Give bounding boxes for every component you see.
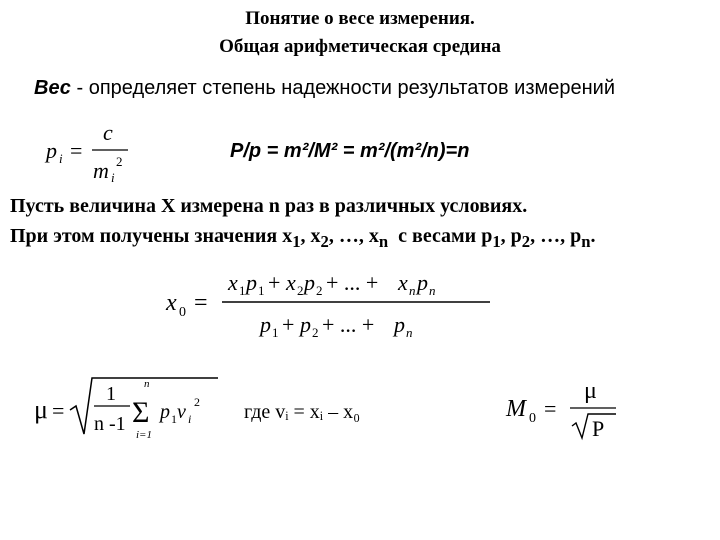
svg-text:x: x bbox=[286, 270, 296, 295]
statement-line-2: При этом получены значения $x_1$, $x_2$, …, $x_n$ с весами $p_1$, $p_2$, …, $p_n$. bbox=[10, 225, 596, 251]
statement-line-2-prefix: При этом получены значения x bbox=[10, 225, 293, 247]
svg-text:1: 1 bbox=[272, 325, 279, 340]
svg-text:Σ: Σ bbox=[132, 396, 150, 429]
svg-text:m: m bbox=[93, 158, 109, 183]
svg-text:p: p bbox=[304, 270, 315, 295]
svg-text:2: 2 bbox=[312, 325, 319, 340]
svg-text:1: 1 bbox=[258, 283, 265, 298]
svg-text:+ ... +: + ... + bbox=[326, 270, 379, 295]
svg-text:p: p bbox=[300, 312, 311, 337]
svg-text:n: n bbox=[409, 283, 416, 298]
svg-text:+: + bbox=[282, 312, 295, 337]
svg-text:2: 2 bbox=[297, 283, 304, 298]
svg-text:x: x bbox=[398, 270, 408, 295]
svg-text:x: x bbox=[166, 290, 177, 316]
mean-error-formula bbox=[500, 376, 630, 444]
svg-text:2: 2 bbox=[316, 283, 323, 298]
weight-definition bbox=[34, 77, 615, 100]
svg-text:p: p bbox=[160, 401, 170, 423]
svg-text:μ: μ bbox=[584, 378, 597, 404]
svg-text:+: + bbox=[268, 270, 281, 295]
svg-text:p: p bbox=[46, 138, 57, 163]
svg-text:c: c bbox=[103, 120, 113, 145]
svg-text:P: P bbox=[592, 416, 605, 441]
svg-text:2: 2 bbox=[116, 154, 123, 169]
svg-text:n: n bbox=[406, 325, 413, 340]
svg-text:0: 0 bbox=[529, 411, 536, 426]
svg-text:0: 0 bbox=[179, 305, 186, 320]
svg-text:n: n bbox=[429, 283, 436, 298]
weight-formula bbox=[40, 118, 150, 186]
svg-text:=: = bbox=[52, 398, 65, 423]
unit-weight-error-formula bbox=[30, 372, 230, 444]
svg-text:+ ... +: + ... + bbox=[322, 312, 375, 337]
svg-text:v: v bbox=[177, 401, 186, 423]
svg-text:=: = bbox=[544, 396, 557, 421]
svg-text:1: 1 bbox=[171, 412, 177, 426]
svg-text:1: 1 bbox=[106, 383, 116, 405]
svg-text:i: i bbox=[111, 170, 115, 185]
svg-text:1: 1 bbox=[239, 283, 246, 298]
svg-text:p: p bbox=[246, 270, 257, 295]
svg-text:=: = bbox=[70, 138, 83, 163]
statement-line-1: Пусть величина X измерена n раз в различных условиях. bbox=[10, 195, 528, 217]
svg-text:=: = bbox=[194, 290, 208, 316]
svg-text:μ: μ bbox=[34, 395, 48, 424]
slide-title-line-2: Общая арифметическая средина bbox=[219, 36, 501, 57]
svg-text:p: p bbox=[394, 312, 405, 337]
svg-text:p: p bbox=[260, 312, 271, 337]
definition-text: - определяет степень надежности результатов измерений bbox=[70, 77, 616, 99]
svg-text:x: x bbox=[228, 270, 238, 295]
svg-text:2: 2 bbox=[194, 395, 200, 409]
weight-ratio-relation: P/p = m²/M² = m²/(m²/n)=n bbox=[230, 140, 470, 162]
svg-text:M: M bbox=[506, 396, 526, 422]
svg-text:i: i bbox=[188, 412, 192, 426]
weighted-mean-formula bbox=[160, 260, 500, 350]
residual-definition: где vᵢ = xᵢ – x₀ bbox=[244, 401, 361, 423]
svg-text:n -1: n -1 bbox=[94, 413, 126, 435]
svg-text:i=1: i=1 bbox=[136, 429, 152, 441]
svg-text:p: p bbox=[417, 270, 428, 295]
svg-text:n: n bbox=[144, 378, 150, 390]
definition-term: Вес bbox=[34, 77, 71, 99]
svg-text:i: i bbox=[59, 151, 63, 166]
slide-title-line-1: Понятие о весе измерения. bbox=[245, 8, 475, 29]
